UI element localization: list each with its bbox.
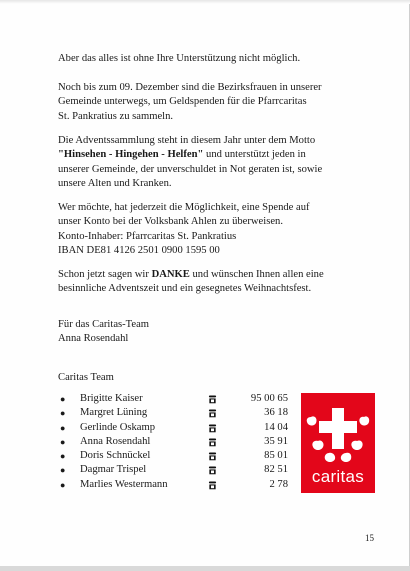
account-holder: Konto-Inhaber: Pfarrcaritas St. Pankratius <box>58 230 237 242</box>
bullet: ● <box>60 465 66 476</box>
team-row <box>58 435 298 449</box>
danke-text: DANKE <box>151 269 190 280</box>
collection-paragraph <box>58 81 376 124</box>
member-name: Margret Lüning <box>80 407 148 419</box>
phone-number: 82 51 <box>264 464 288 476</box>
telephone-icon <box>208 452 217 461</box>
donation-line: unser Konto bei der Volksbank Ahlen zu überweisen. <box>58 216 283 228</box>
telephone-icon <box>208 395 217 404</box>
thanks-line <box>58 268 376 282</box>
motto-line: Die Adventssammlung steht in diesem Jahr unter dem Motto <box>58 135 316 146</box>
thanks-line: besinnliche Adventszeit und ein gesegnetes Weihnachtsfest. <box>58 283 312 295</box>
team-row <box>58 421 298 435</box>
motto-line: unsere Alten und Kranken. <box>58 178 172 190</box>
donation-paragraph <box>58 201 376 259</box>
team-row <box>58 449 298 463</box>
team-row <box>58 392 298 406</box>
collection-line: Noch bis zum 09. Dezember sind die Bezirksfrauen in unserer <box>58 82 322 93</box>
thanks-paragraph <box>58 268 376 297</box>
phone-number: 14 04 <box>264 421 288 433</box>
phone-number: 2 78 <box>269 478 288 490</box>
motto-line-rest: und unterstützt jeden in <box>203 149 306 161</box>
donation-line: Wer möchte, hat jederzeit die Möglichkeit, eine Spende auf <box>58 202 310 213</box>
member-name: Doris Schnückel <box>80 450 151 462</box>
bullet: ● <box>60 451 66 462</box>
phone-number: 95 00 65 <box>250 393 288 404</box>
phone-number: 85 01 <box>264 450 288 462</box>
telephone-icon <box>208 438 217 447</box>
phone-number: 35 91 <box>264 435 288 447</box>
logo-wordmark: caritas <box>311 467 365 486</box>
team-row <box>58 463 298 477</box>
team-heading: Caritas Team <box>58 372 114 383</box>
team-list <box>58 392 298 492</box>
caritas-flame-cross-icon <box>301 397 375 471</box>
page-top-edge <box>0 0 410 4</box>
page-number: 15 <box>365 533 374 543</box>
caritas-logo <box>301 393 375 493</box>
collection-line: Gemeinde unterwegs, um Geldspenden für die Pfarrcaritas <box>58 96 307 108</box>
telephone-icon <box>208 481 217 490</box>
signoff <box>58 318 376 347</box>
iban: IBAN DE81 4126 2501 0900 1595 00 <box>58 245 220 257</box>
telephone-icon <box>208 466 217 475</box>
member-name: Gerlinde Oskamp <box>80 421 156 433</box>
intro-paragraph: Aber das alles ist ohne Ihre Unterstützung nicht möglich. <box>58 53 301 64</box>
page-bottom-edge <box>0 566 410 571</box>
member-name: Brigitte Kaiser <box>80 393 143 404</box>
motto-paragraph <box>58 134 376 192</box>
team-row <box>58 406 298 420</box>
thanks-after: und wünschen Ihnen allen eine <box>189 269 324 280</box>
member-name: Dagmar Trispel <box>80 464 147 476</box>
motto-line: unserer Gemeinde, der unverschuldet in Not geraten ist, sowie <box>58 163 323 175</box>
member-name: Marlies Westermann <box>80 478 168 490</box>
bullet: ● <box>60 408 66 419</box>
member-name: Anna Rosendahl <box>80 435 151 447</box>
signoff-line: Für das Caritas-Team <box>58 319 150 330</box>
signoff-name: Anna Rosendahl <box>58 333 129 345</box>
bullet: ● <box>60 394 66 404</box>
bullet: ● <box>60 479 66 490</box>
collection-line: St. Pankratius zu sammeln. <box>58 110 174 122</box>
telephone-icon <box>208 409 217 418</box>
motto-text: "Hinsehen - Hingehen - Helfen" <box>58 149 204 161</box>
team-row <box>58 478 298 492</box>
bullet: ● <box>60 436 66 447</box>
thanks-before: Schon jetzt sagen wir <box>58 269 152 280</box>
telephone-icon <box>208 424 217 433</box>
phone-number: 36 18 <box>264 407 288 419</box>
bullet: ● <box>60 422 66 433</box>
motto-line <box>58 148 376 162</box>
